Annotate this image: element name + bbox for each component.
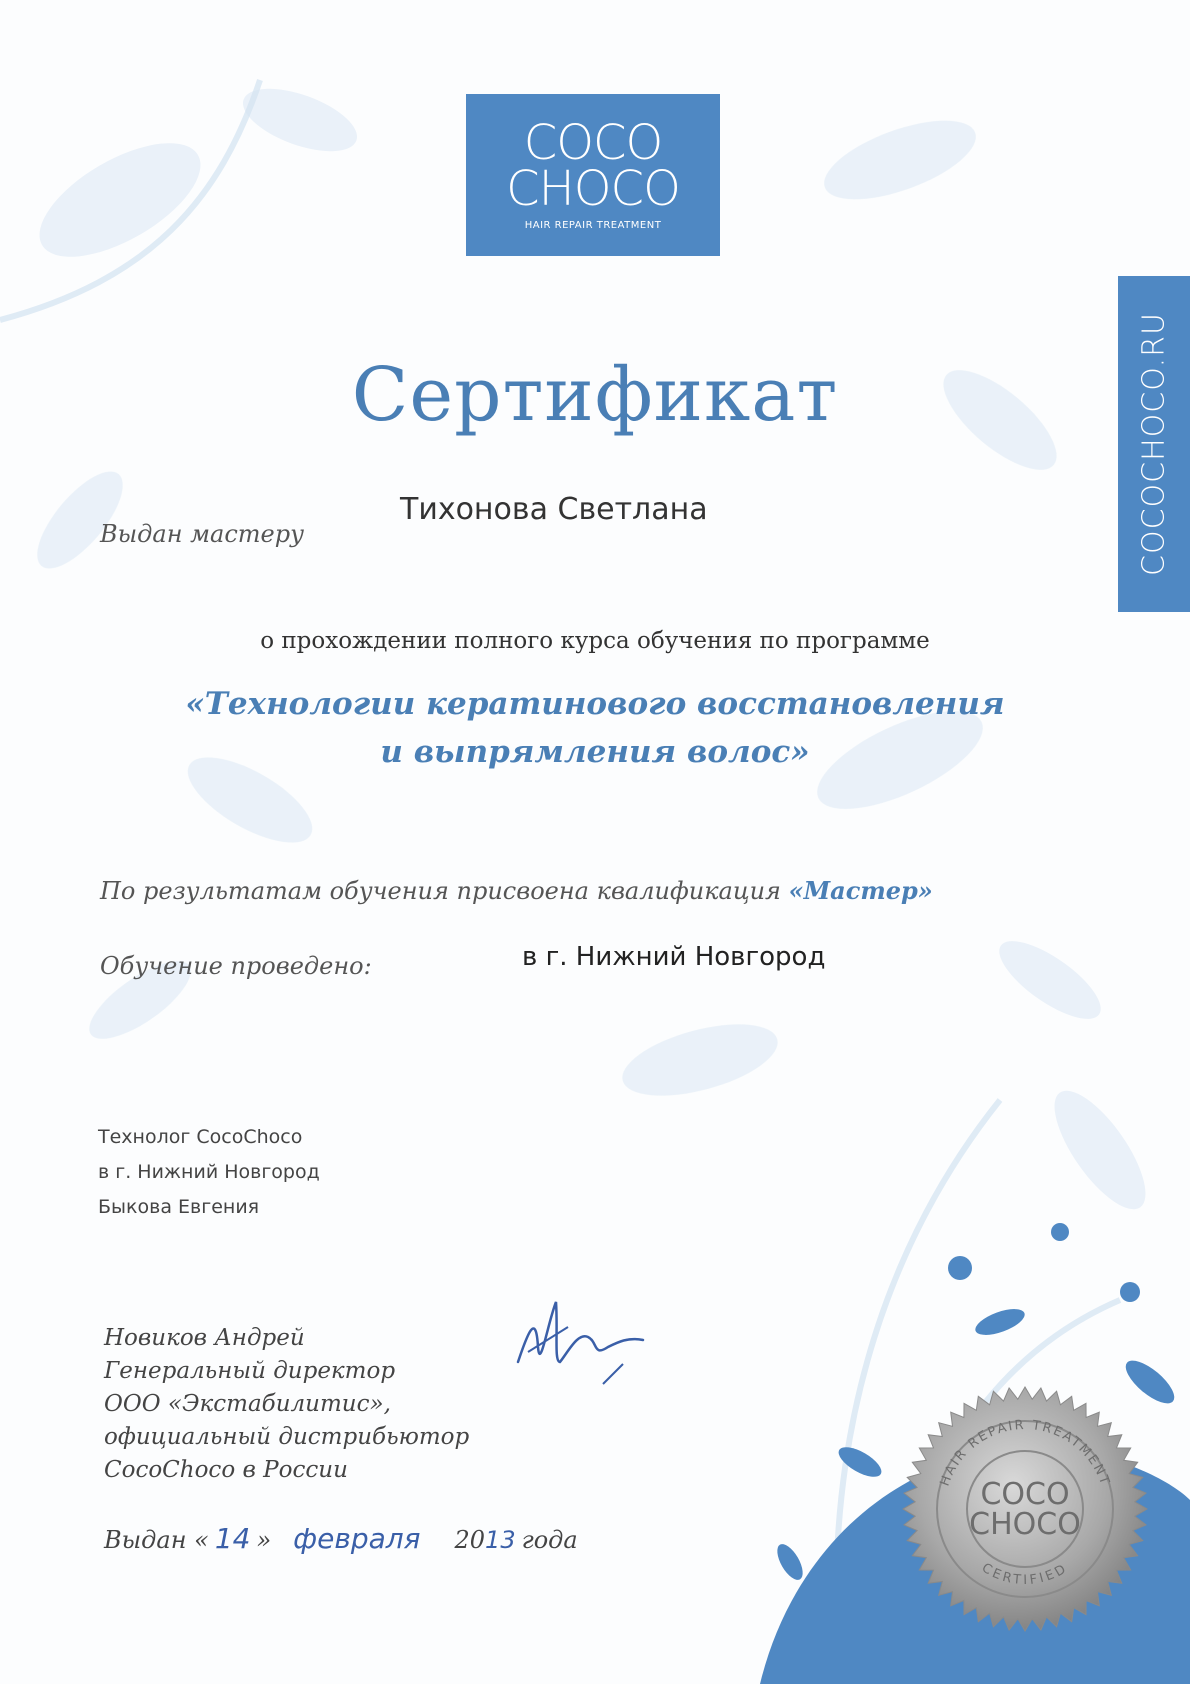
issued-date-suffix: года bbox=[521, 1526, 578, 1554]
qualification-label: По результатам обучения присвоена квалификация bbox=[100, 877, 781, 905]
certificate-title: Сертификат bbox=[351, 352, 839, 438]
website-text: COCOCHOCO.RU bbox=[1136, 312, 1172, 576]
program-line-2: и выпрямления волос» bbox=[380, 734, 810, 770]
issued-date-mid: » bbox=[256, 1526, 272, 1554]
issued-date bbox=[104, 1522, 578, 1555]
qualification-value: «Мастер» bbox=[788, 876, 933, 905]
course-intro: о прохождении полного курса обучения по программе bbox=[260, 628, 930, 654]
technologist-line-1: Технолог CocoChoco bbox=[98, 1126, 303, 1148]
logo-line-1: COCO bbox=[523, 114, 663, 171]
program-line-1: «Технологии кератинового восстановления bbox=[185, 686, 1005, 722]
silver-seal bbox=[900, 1384, 1150, 1634]
logo-subtitle: HAIR REPAIR TREATMENT bbox=[524, 219, 662, 231]
director-line-2: Генеральный директор bbox=[104, 1358, 396, 1384]
seal-ring-top: HAIR REPAIR TREATMENT bbox=[937, 1417, 1113, 1489]
seal-line-1: COCO bbox=[980, 1477, 1070, 1512]
technologist-line-3: Быкова Евгения bbox=[98, 1196, 260, 1218]
qualification bbox=[100, 876, 933, 905]
technologist-block bbox=[98, 1120, 320, 1225]
issued-date-prefix: Выдан « bbox=[104, 1526, 209, 1554]
issued-day: 14 bbox=[214, 1522, 251, 1555]
recipient-name: Тихонова Светлана bbox=[400, 492, 708, 527]
program-title bbox=[0, 680, 1190, 776]
technologist-line-2: в г. Нижний Новгород bbox=[98, 1161, 320, 1183]
director-line-3: ООО «Экстабилитис», bbox=[104, 1391, 391, 1417]
director-line-5: CocoChoco в России bbox=[104, 1457, 348, 1483]
issued-year-prefix: 20 bbox=[454, 1526, 486, 1554]
website-side-tab bbox=[1118, 276, 1190, 612]
director-line-1: Новиков Андрей bbox=[104, 1325, 305, 1351]
issued-to-label: Выдан мастеру bbox=[100, 520, 305, 548]
director-line-4: официальный дистрибьютор bbox=[104, 1424, 470, 1450]
director-block bbox=[104, 1322, 469, 1487]
seal-ring-bottom: CERTIFIED bbox=[978, 1560, 1072, 1589]
training-held-value: в г. Нижний Новгород bbox=[522, 942, 826, 972]
brand-logo bbox=[466, 94, 720, 256]
issued-year-suffix: 13 bbox=[485, 1526, 516, 1554]
logo-line-2: CHOCO bbox=[506, 160, 680, 217]
director-signature bbox=[508, 1292, 658, 1392]
training-held-label: Обучение проведено: bbox=[100, 952, 372, 980]
issued-month: февраля bbox=[293, 1522, 421, 1555]
seal-line-2: CHOCO bbox=[969, 1507, 1081, 1542]
